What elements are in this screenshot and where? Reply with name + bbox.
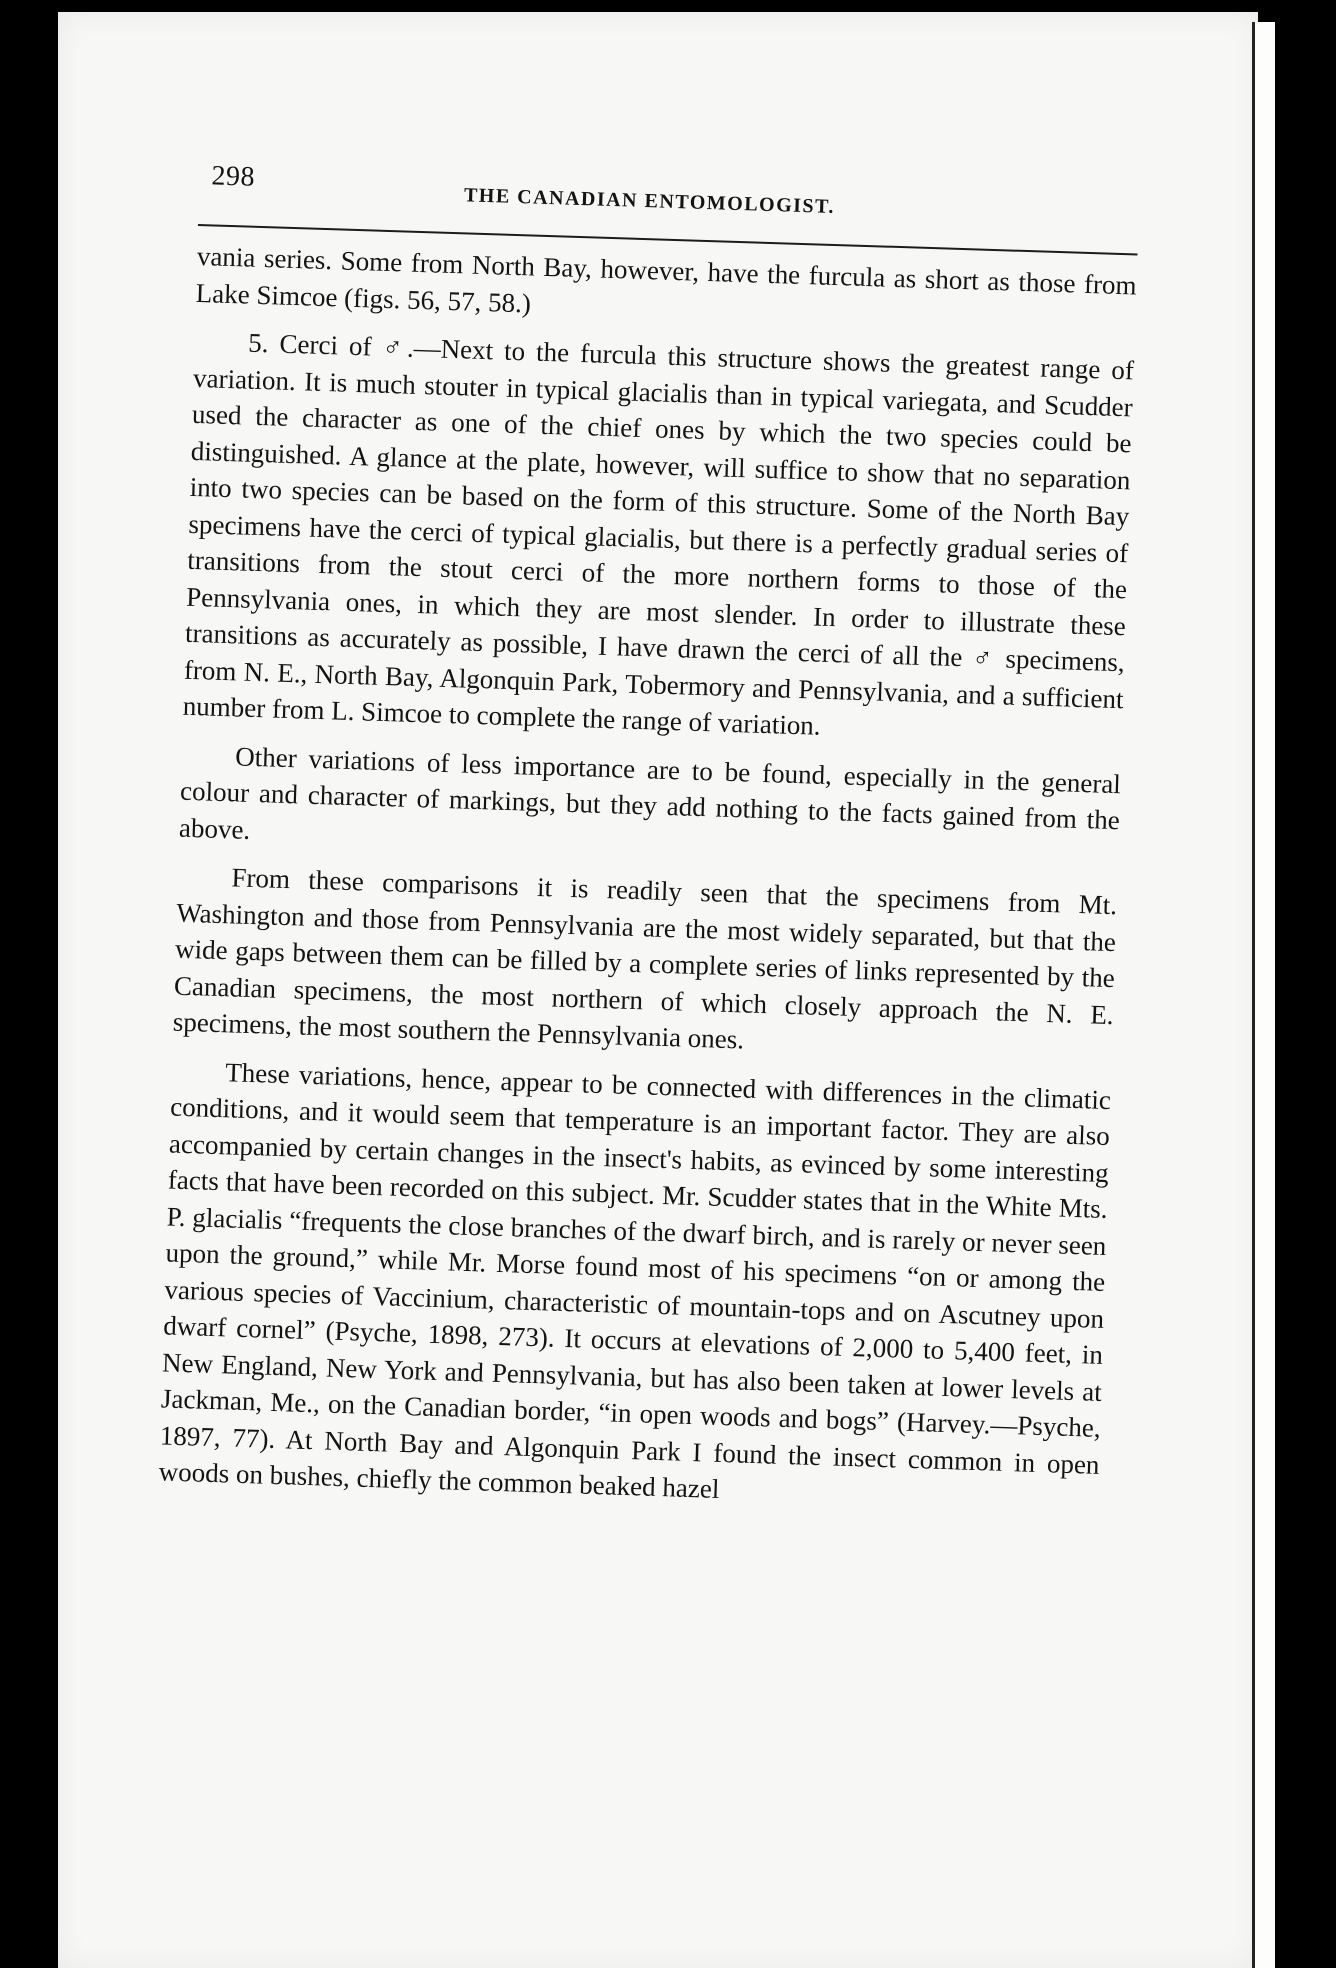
paragraph-cerci: 5. Cerci of ♂.—Next to the furcula this structure shows the greatest range of variation. It is much stouter in typical glacialis than in typical variegata, and Scudder used the character as one of the chief ones by which the two species could be distinguished. A glance at the plate, however, will suffice to show that no separation into two species can be based on the form of this structure. Some of the North Bay specimens have the cerci of typical glacialis, but there is a perfectly gradual series of transitions from the stout cerci of the more northern forms to those of the Pennsylvania ones, in which they are most slender. In order to illustrate these transitions as accurately as possible, I have drawn the cerci of all the ♂ specimens, from N. E., North Bay, Algonquin Park, Tobermory and Pennsylvania, and a sufficient number from L. Simcoe to complete the range of variation. bbox=[182, 327, 1135, 741]
page-gutter-edge bbox=[1252, 22, 1275, 1968]
page-content bbox=[150, 160, 1139, 1769]
paragraph-climatic-conditions: These variations, hence, appear to be connected with differences in the climatic conditions, and it would seem that temperature is an important factor. They are also accompanied by certain changes in the insect's habits, as evinced by some interesting facts that have been recorded on this subject. Mr. Scudder states that in the White Mts. P. glacialis “frequents the close branches of the dwarf birch, and is rarely or never seen upon the ground,” while Mr. Morse found most of his specimens “on or among the various species of Vaccinium, characteristic of mountain-tops and on Ascutney upon dwarf cornel” (Psyche, 1898, 273). It occurs at elevations of 2,000 to 5,400 feet, in New England, New York and Pennsylvania, but has also been taken at lower levels at Jackman, Me., on the Canadian border, “in open woods and bogs” (Harvey.—Psyche, 1897, 77). At North Bay and Algonquin Park I found the insect common in open woods on bushes, chiefly the common beaked hazel bbox=[158, 1056, 1112, 1504]
paragraph-other-variations: Other variations of less importance are to be found, especially in the general colour and character of markings, but they add nothing to the facts gained from the above. bbox=[178, 740, 1122, 845]
paragraph-continuation: vania series. Some from North Bay, however, have the furcula as short as those from Lake Simcoe (figs. 56, 57, 58.) bbox=[195, 240, 1137, 318]
paragraph-comparisons: From these comparisons it is readily seen that the specimens from Mt. Washington and those from Pennsylvania are the most widely separated, but that the wide gaps between them can be filled by a complete series of links represented by the Canadian specimens, the most northern of which closely approach the N. E. specimens, the most southern the Pennsylvania ones. bbox=[172, 862, 1118, 1055]
page-number: 298 bbox=[211, 160, 256, 193]
journal-title: THE CANADIAN ENTOMOLOGIST. bbox=[463, 184, 836, 218]
body-text bbox=[158, 238, 1137, 1519]
